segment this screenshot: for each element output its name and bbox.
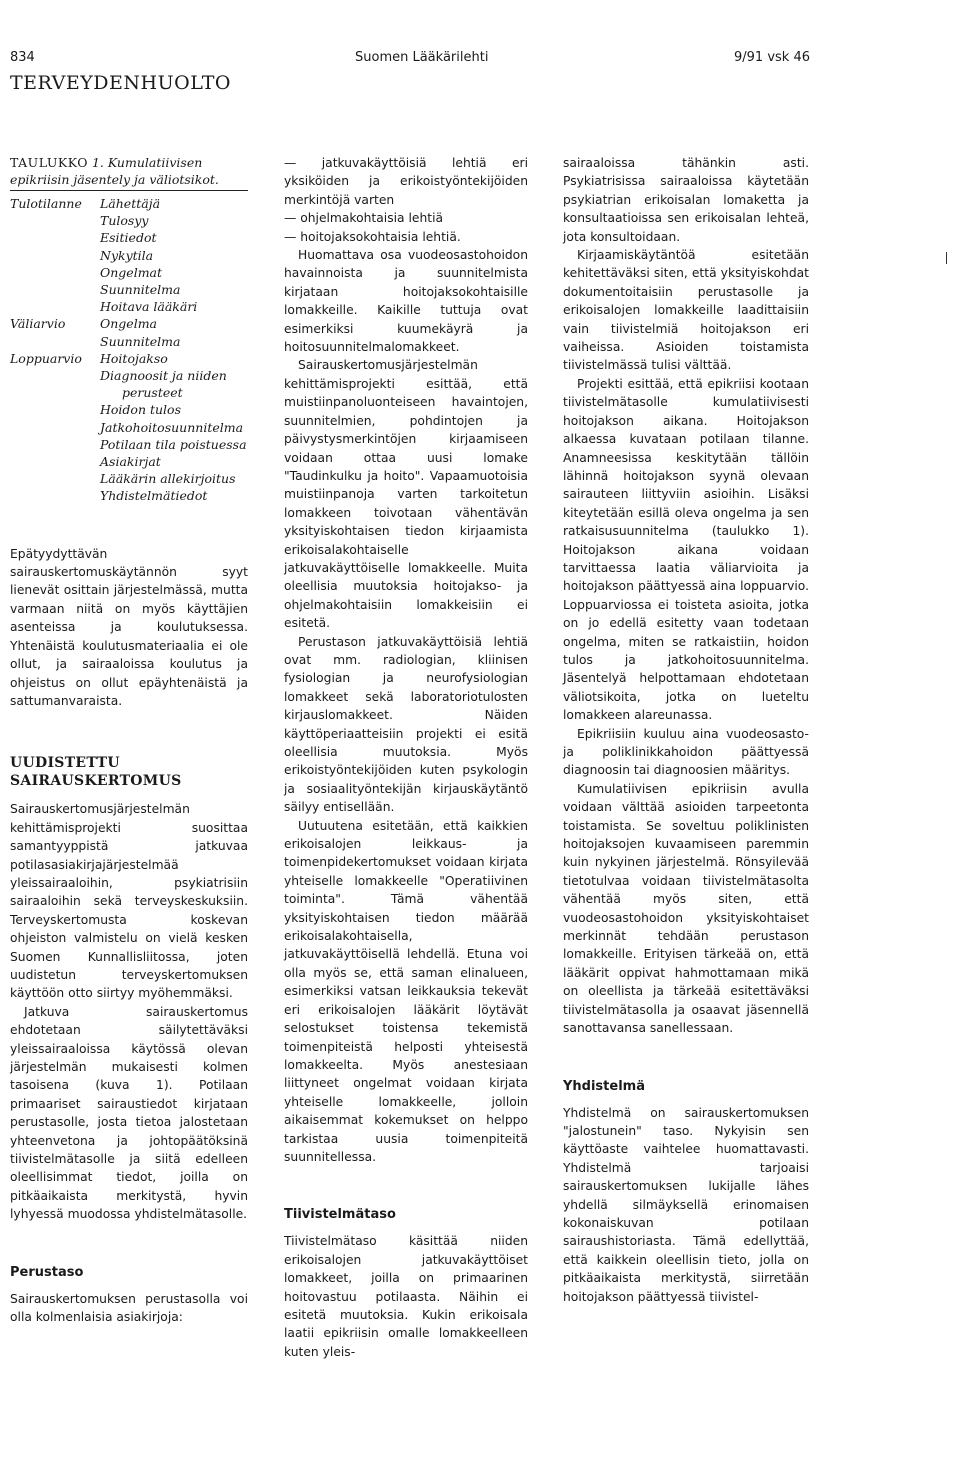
table-item: Esitiedot [100,230,157,246]
page-number: 834 [10,50,35,65]
article-heading-line-1: UUDISTETTU [10,755,120,772]
list-item: — jatkuvakäyttöisiä lehtiä eri yksiköiden ja erikoistyöntekijöiden merkintöjä varten [284,156,528,207]
table-item: Lähettäjä [100,196,161,211]
table-item: Asiakirjat [100,454,161,470]
table-item: perusteet [122,385,183,401]
table-caption [10,154,248,191]
column-1 [10,154,248,1326]
column-2 [284,154,528,1361]
table-item: Suunnitelma [100,282,181,298]
column-3 [563,154,809,1306]
paragraph: Tiivistelmätaso käsittää niiden erikoisalojen jatkuvakäyttöiset lomakkeet, joilla on primaarinen hoitovastuu potilaasta. Näihin ei esitetä muutoksia. Kukin erikoisala laatii epikriisin omalle lomakkeelleen kuten yleis- [284,1234,528,1359]
paragraph: sairaaloissa tähänkin asti. Psykiatrisissa sairaaloissa käytetään psykiatrian erikoisalan lomaketta ja konsultaatioissa sen erikoisalan lehteä, jota konsultoidaan. [563,156,809,244]
table-item: Potilaan tila poistuessa [100,436,247,452]
table-item: Tulosyy [100,213,149,229]
table-item: Ongelma [100,316,158,332]
paragraph: Kumulatiivisen epikriisin avulla voidaan välttää asioiden tarpeetonta toistamista. Se soveltuu poliklinisten hoitojaksojen kuvaamiseen paremmin kuin nykyinen järjestelmä. Rönsyilevää tietotulvaa voidaan tiivistelmätasolta vähentää myös siten, että vuodeosastohoidon yksityiskohtaiset merkinnät tehdään perustason lomakkeille. Erityisen tärkeää on, että lääkärit oppivat hahmottamaan mikä on oleellista ja tärkeää esitettäväksi tiivistelmätasolla ja osaavat jäsennellä sanottavansa sanellessaan. [563,781,809,1036]
table-item: Hoidon tulos [100,402,181,418]
table-caption-text: 1. Kumulatiivisen epikriisin jäsentely ja väliotsikot. [10,155,219,187]
journal-name: Suomen Lääkärilehti [355,50,489,65]
paragraph: Jatkuva sairauskertomus ehdotetaan säilytettäväksi yleissairaaloissa käytössä olevan järjestelmän mukaisesti kolmen tasoisena (kuva 1). Potilaan primaariset sairaustiedot kirjataan perustasolle, josta tietoa jalostetaan yhteenvetona ja johtopäätöksinä tiivistelmätasolle ja siitä edelleen oleellisimmat tiedot, joilla on pitkäaikaista merkitystä, hyvin lyhyessä muodossa yhdistelmätasolle. [10,1004,248,1222]
paragraph: Epätyydyttävän sairauskertomuskäytännön syyt lienevät osittain järjestelmässä, mutta varmaan niitä on myös käyttäjien asenteissa ja koulutuksessa. Yhtenäistä koulutusmateriaalia ei ole ollut, ja sairaaloissa koulutus ja ohjeistus on ollut epäyhtenäistä ja sattumanvaraista. [10,546,248,708]
table-group-label: Tulotilanne [10,196,82,211]
table-item: Yhdistelmätiedot [100,488,208,504]
table-item: Hoitojakso [100,350,168,366]
paragraph: Sairauskertomusjärjestelmän kehittämisprojekti esittää, että muistiinpanoluonteiseen havaintojen, suunnitelmien, pohdintojen ja päivystysmerkintöjen kirjaamiseen voidaan ottaa uusi lomake "Taudinkulku ja hoito". Vapaamuotoisia muistiinpanoja varten tarkoitetun lomakkeen toivotaan vähentävän yksityiskohtaisen tiedon kirjaamista erikoisalakohtaiselle jatkuvakäyttöiselle lomakkeelle. Muita oleellisia muutoksia hoitojakso- ja ohjelmakohtaisiin lomakkeisiin ei esitetä. [284,358,528,631]
table-group-tulotilanne [10,195,248,315]
paragraph: Epikriisiin kuuluu aina vuodeosasto- ja poliklinikkahoidon päättyessä diagnoosin tai diagnoosien määritys. [563,726,809,778]
paragraph: Yhdistelmä on sairauskertomuksen "jalostunein" taso. Nykyisin sen käyttöaste vaihtelee huomattavasti. Yhdistelmä tarjoaisi sairauskertomuksen lukijalle lähes yhdellä silmäyksellä erinomaisen kokonaiskuvan potilaan sairaushistoriasta. Tämä edellyttää, että kaikkein oleellisin tieto, jolla on pitkäaikaista merkitystä, siirretään hoitojakson päättyessä tiivistel- [563,1105,809,1304]
page-header [10,48,810,70]
table-group-loppuarvio [10,350,248,505]
issue-info: 9/91 vsk 46 [734,50,810,65]
table-item: Lääkärin allekirjoitus [100,471,236,487]
table-item: Hoitava lääkäri [100,299,198,315]
epikriisi-table [10,195,248,505]
list-item: — hoitojaksokohtaisia lehtiä. [284,229,461,244]
paragraph: Projekti esittää, että epikriisi kootaan tiivistelmätasolle kumulatiivisesti hoitojakson aikana. Hoitojakson alkaessa kuvataan potilaan tilanne. Anamneesissa keskitytään tällöin lähinnä hoitojakson syynä olevaan sairauteen liittyviin asioihin. Lisäksi kiteytetään esillä oleva ongelma ja sen ratkaisusuunnitelma (taulukko 1). Hoitojakson aikana voidaan tarvittaessa laatia väliarvioita ja hoitojakson päättyessä aina loppuarvio. Loppuarviossa ei toisteta asioita, jotka on jo edellä esitetty vaan todetaan ongelma, miten se ratkaistiin, hoidon tulos ja jatkohoitosuunnitelma. Jäsentelyä helpottamaan ehdotetaan väliotsikoita, jotka on lueteltu lomakkeen alareunassa. [563,376,809,723]
paragraph: Kirjaamiskäytäntöä esitetään kehitettäväksi siten, että yksityiskohdat dokumentoitaisiin perustasolle ja erikoisalojen lomakkeille laadittaisiin vain tiivistelmiä hoitojakson eri vaiheissa. Asioiden toistamista tiivistelmässä tulisi välttää. [563,248,809,373]
table-group-label: Loppuarvio [10,350,82,366]
table-item: Jatkohoitosuunnitelma [100,419,244,435]
paragraph: Uutuutena esitetään, että kaikkien erikoisalojen leikkaus- ja toimenpidekertomukset voidaan kirjata yhteiselle lomakkeelle "Operatiivinen toiminta". Tämä vähentää yksityiskohtaisen tiedon määrää erikoisalakohtaisella, jatkuvakäyttöisellä lehdellä. Etuna voi olla myös se, että saman elinalueen, esimerkiksi vatsan leikkauksia tekevät eri erikoisalojen lääkärit löytävät selostukset toistensa tekemistä toimenpiteistä helposti yhteisestä lomakkeelta. Myös anestesiaan liittyneet ongelmat voidaan kirjata yhteiselle lomakkeelle, jolloin aikaisemmat kokemukset on helppo tarkistaa uusia toimenpiteitä suunnitellessa. [284,818,528,1164]
scan-mark [946,252,947,264]
list-item: — ohjelmakohtaisia lehtiä [284,211,444,226]
section-title: TERVEYDENHUOLTO [10,72,232,94]
table-item: Ongelmat [100,264,163,280]
table-item: Nykytila [100,247,154,263]
paragraph: Sairauskertomusjärjestelmän kehittämisprojekti suosittaa samantyyppistä jatkuvaa potilasasiakirjajärjestelmää yleissairaaloihin, psykiatrisiin sairaaloihin sekä terveyskeskuksiin. Terveyskertomusta koskevan ohjeiston valmistelu on vielä kesken Suomen Kunnallisliitossa, joten uudistetun terveyskertomuksen käyttöön otto siirtyy myöhemmäksi. [10,802,248,1001]
article-heading [10,754,248,790]
subheading-yhdistelma: Yhdistelmä [563,1078,645,1094]
table-item: Suunnitelma [100,333,181,349]
subheading-tiivistelmataso: Tiivistelmätaso [284,1207,396,1223]
subheading-perustaso: Perustaso [10,1264,84,1280]
table-item: Diagnoosit ja niiden [100,368,227,384]
paragraph: Perustason jatkuvakäyttöisiä lehtiä ovat mm. radiologian, kliinisen fysiologian ja neurofysiologian lomakkeet sekä laboratoriotulosten kirjauslomakkeet. Näiden käyttöperiaatteisiin projekti ei esitä oleellisia muutoksia. Myös erikoistyöntekijöiden kuten psykologin ja sosiaalityöntekijän kirjauskäytäntö säilyy entisellään. [284,634,528,815]
table-group-label: Väliarvio [10,316,66,332]
paragraph: Sairauskertomuksen perustasolla voi olla kolmenlaisia asiakirjoja: [10,1291,248,1325]
table-caption-label: TAULUKKO [10,155,88,170]
table-group-valiarvio [10,315,248,349]
paragraph: Huomattava osa vuodeosastohoidon havainnoista ja suunnitelmista kirjataan hoitojaksokohtaisille lomakkeille. Kaikille tuttuja ovat esimerkiksi kuumekäyrä ja hoitosuunnitelmalomakkeet. [284,248,528,355]
article-heading-line-2: SAIRAUSKERTOMUS [10,773,182,790]
